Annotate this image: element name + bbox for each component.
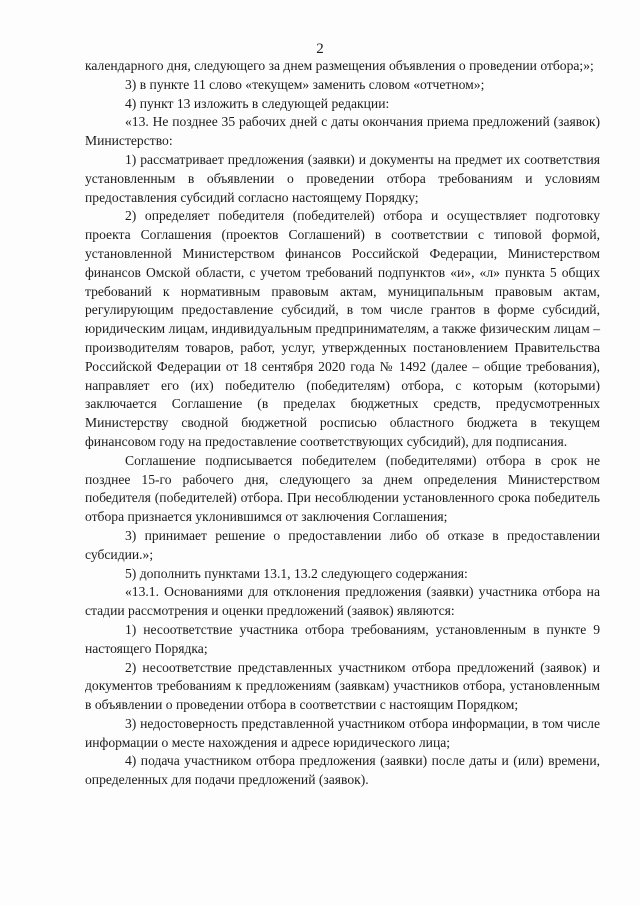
paragraph: 3) в пункте 11 слово «текущем» заменить словом «отчетном»;: [125, 76, 485, 92]
paragraph: 3) недостоверность представленной участником отбора информации, в том числе информации о месте нахождения и адресе юридического лица;: [85, 715, 600, 750]
paragraph: 4) подача участником отбора предложения (заявки) после даты и (или) времени, определенных для подачи предложений (заявок).: [85, 753, 600, 788]
paragraph: 1) рассматривает предложения (заявки) и документы на предмет их соответствия установленным в объявлении о проведении отбора требованиям и условиям предоставления субсидий согласно настоящему Порядку;: [85, 151, 600, 205]
paragraph: 5) дополнить пунктами 13.1, 13.2 следующего содержания:: [125, 565, 468, 581]
page-number: 2: [316, 41, 324, 57]
paragraph: 1) несоответствие участника отбора требованиям, установленным в пункте 9 настоящего Порядка;: [85, 621, 600, 656]
paragraph: 2) определяет победителя (победителей) отбора и осуществляет подготовку проекта Соглашения (проектов Соглашений) в соответствии с типовой формой, установленной Министерством финансов Российской Федерации, Министерством финансов Омской области, с учетом требований подпунктов «и», «л» пункта 5 общих требований к нормативным правовым актам, муниципальным правовым актам, регулирующим предоставление субсидий, в том числе грантов в форме субсидий, юридическим лицам, индивидуальным предпринимателям, а также физическим лицам – производителям товаров, работ, услуг, утвержденных постановлением Правительства Российской Федерации от 18 сентября 2020 года № 1492 (далее – общие требования), направляет его (их) победителю (победителям) отбора, с которым (которыми) заключается Соглашение (в пределах бюджетных средств, предусмотренных Министерству сводной бюджетной росписью областного бюджета в текущем финансовом году на предоставление соответствующих субсидий), для подписания.: [85, 208, 600, 449]
paragraph: календарного дня, следующего за днем размещения объявления о проведении отбора;»;: [85, 58, 594, 73]
paragraph: 4) пункт 13 изложить в следующей редакции:: [125, 95, 390, 111]
paragraph: «13. Не позднее 35 рабочих дней с даты окончания приема предложений (заявок) Министерство:: [85, 114, 600, 149]
paragraph: 3) принимает решение о предоставлении либо об отказе в предоставлении субсидии.»;: [85, 527, 600, 562]
paragraph: Соглашение подписывается победителем (победителями) отбора в срок не позднее 15-го рабочего дня, следующего за днем определения Министерством победителя (победителей) отбора. При несоблюдении установленного срока победитель отбора признается уклонившимся от заключения Соглашения;: [85, 452, 600, 525]
paragraph: «13.1. Основаниями для отклонения предложения (заявки) участника отбора на стадии рассмотрения и оценки предложений (заявок) являются:: [85, 584, 600, 619]
paragraph: 2) несоответствие представленных участником отбора предложений (заявок) и документов требованиям к предложениям (заявкам) участников отбора, установленным в объявлении о проведении отбора в соответствии с настоящим Порядком;: [85, 659, 600, 713]
document-body: [85, 57, 600, 790]
